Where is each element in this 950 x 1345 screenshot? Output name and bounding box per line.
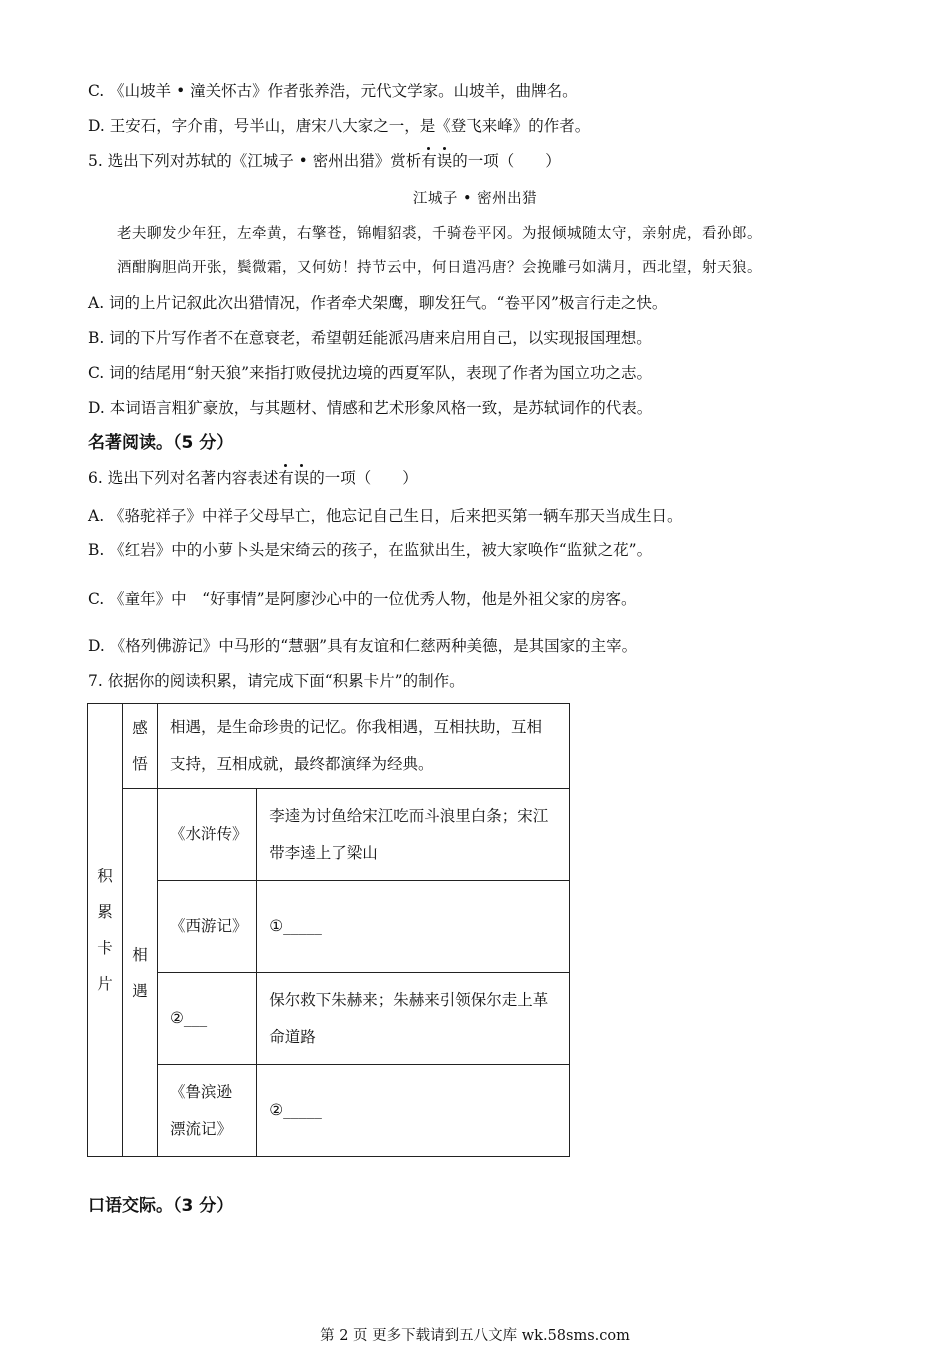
q6-option-c: C. 《童年》中 “好事情”是阿廖沙心中的一位优秀人物，他是外祖父家的房客。 — [88, 590, 637, 608]
q5-stem-post: 的一项（ ） — [452, 152, 561, 170]
book-cell: 《西游记》 — [158, 881, 257, 973]
q6-option-d: D. 《格列佛游记》中马形的“慧骃”具有友谊和仁慈两种美德，是其国家的主宰。 — [88, 637, 638, 655]
book-cell: 《水浒传》 — [158, 789, 257, 881]
q6-option-a: A. 《骆驼祥子》中祥子父母早亡，他忘记自己生日，后来把买第一辆车那天当成生日。 — [88, 507, 683, 525]
card-label-cell — [88, 704, 123, 1157]
q6-stem-pre: 6. 选出下列对名著内容表述 — [88, 469, 279, 487]
accumulation-card-table — [87, 703, 570, 1157]
book-cell: 《鲁滨逊漂流记》 — [158, 1065, 257, 1157]
insight-label: 感悟 — [132, 719, 148, 773]
q6-stem — [88, 467, 418, 489]
emphasis-mark: 误 — [293, 469, 310, 487]
content-cell: 李逵为讨鱼给宋江吃而斗浪里白条；宋江带李逵上了梁山 — [257, 789, 570, 881]
q4-option-c: C. 《山坡羊 • 潼关怀古》作者张养浩，元代文学家。山坡羊，曲牌名。 — [88, 82, 578, 100]
emphasis-mark: 有 — [278, 469, 294, 487]
q5-option-b: B. 词的下片写作者不在意衰老，希望朝廷能派冯唐来启用自己，以实现报国理想。 — [88, 329, 652, 347]
q7-stem: 7. 依据你的阅读积累，请完成下面“积累卡片”的制作。 — [88, 672, 465, 690]
meet-label-cell — [123, 789, 158, 1157]
q5-stem — [88, 150, 561, 172]
poem-title: 江城子 • 密州出猎 — [412, 191, 538, 207]
meet-label: 相遇 — [132, 945, 148, 1000]
q5-option-a: A. 词的上片记叙此次出猎情况，作者牵犬架鹰，聊发狂气。“卷平冈”极言行走之快。 — [88, 294, 668, 312]
answer-blank-2[interactable]: ②___ — [158, 973, 257, 1065]
section-heading-oral: 口语交际。（3 分） — [88, 1196, 234, 1216]
emphasis-mark: 误 — [436, 152, 453, 170]
emphasis-mark: 有 — [421, 152, 437, 170]
insight-label-cell — [123, 704, 158, 789]
content-cell: 保尔救下朱赫来；朱赫来引领保尔走上革命道路 — [257, 973, 570, 1065]
section-heading-classics: 名著阅读。（5 分） — [88, 433, 234, 453]
q6-option-b: B. 《红岩》中的小萝卜头是宋绮云的孩子，在监狱出生，被大家唤作“监狱之花”。 — [88, 541, 653, 559]
q5-stem-pre: 5. 选出下列对苏轼的《江城子 • 密州出猎》赏析 — [88, 152, 422, 170]
poem-line: 老夫聊发少年狂，左牵黄，右擎苍，锦帽貂裘，千骑卷平冈。为报倾城随太守，亲射虎，看孙郎。 — [117, 226, 762, 242]
page-footer: 第 2 页 更多下载请到五八文库 wk.58sms.com — [320, 1328, 630, 1344]
answer-blank-3[interactable]: ②_____ — [257, 1065, 570, 1157]
q6-stem-post: 的一项（ ） — [309, 469, 418, 487]
poem-line: 酒酣胸胆尚开张，鬓微霜，又何妨！持节云中，何日遣冯唐？会挽雕弓如满月，西北望，射天狼。 — [117, 260, 762, 276]
q4-option-d: D. 王安石，字介甫，号半山，唐宋八大家之一，是《登飞来峰》的作者。 — [88, 117, 591, 135]
answer-blank-1[interactable]: ①_____ — [257, 881, 570, 973]
q5-option-c: C. 词的结尾用“射天狼”来指打败侵扰边境的西夏军队，表现了作者为国立功之志。 — [88, 364, 653, 382]
insight-text: 相遇，是生命珍贵的记忆。你我相遇，互相扶助，互相支持，互相成就，最终都演绎为经典。 — [158, 704, 570, 789]
card-label: 积累卡片 — [97, 867, 113, 993]
q5-option-d: D. 本词语言粗犷豪放，与其题材、情感和艺术形象风格一致，是苏轼词作的代表。 — [88, 399, 653, 417]
